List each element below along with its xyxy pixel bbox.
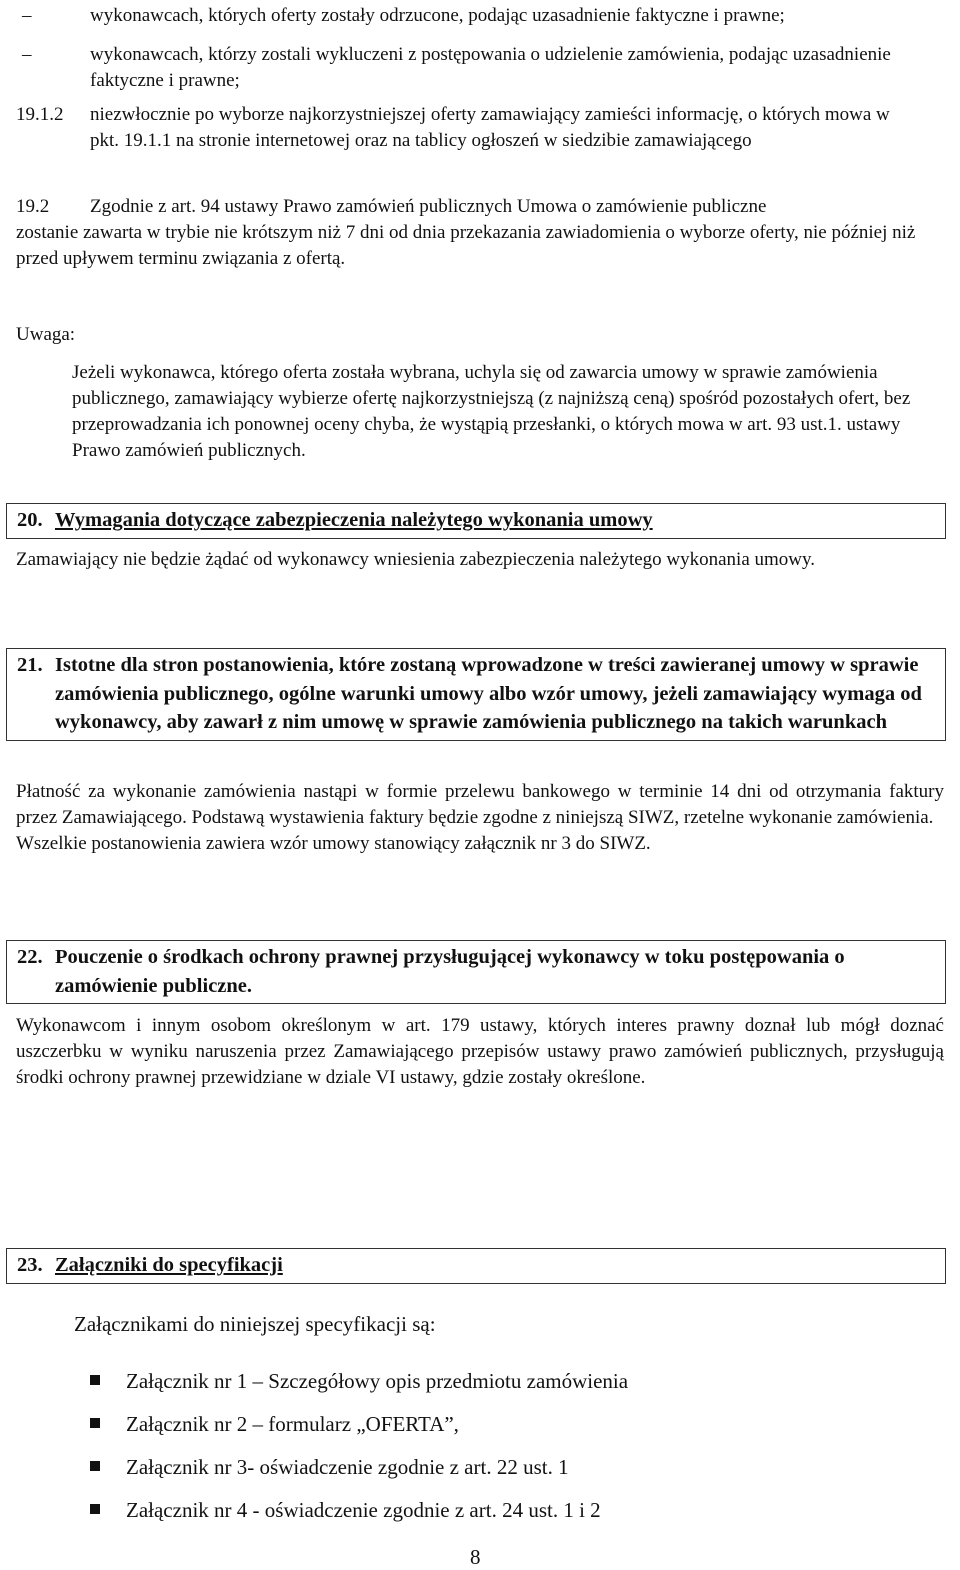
attachment-label: Załącznik nr 3- oświadczenie zgodnie z art. 22 ust. 1 <box>126 1455 569 1479</box>
section-20-heading <box>6 503 946 539</box>
note-text: Jeżeli wykonawca, którego oferta została wybrana, uchyla się od zawarcia umowy w sprawie zamówienia publicznego, zamawiający wybierze ofertę najkorzystniejszą (z najniższą ceną) spośród pozostałych ofert, bez przeprowadzania ich ponownej oceny chyba, że wystąpią przesłanki, o których mowa w art. 93 ust.1. ustawy Prawo zamówień publicznych. <box>72 362 911 461</box>
section-title: Załączniki do specyfikacji <box>55 1254 283 1276</box>
list-item <box>22 42 942 94</box>
list-item-text: wykonawcach, którzy zostali wykluczeni z postępowania o udzielenie zamówienia, podając uzasadnienie faktyczne i prawne; <box>90 44 891 91</box>
bullet-square-icon <box>90 1418 100 1428</box>
attachments-list <box>90 1368 910 1540</box>
payment-terms: Płatność za wykonanie zamówienia nastąpi w formie przelewu bankowego w terminie 14 dni od otrzymania faktury przez Zamawiającego. Podstawą wystawienia faktury będzie zgodne z niniejszą SIWZ, rzetelne wykonanie zamówienia. <box>16 781 944 828</box>
section-number: 21. <box>17 654 43 676</box>
list-marker: – <box>22 5 32 26</box>
list-item <box>22 3 942 29</box>
clause-text: niezwłocznie po wyborze najkorzystniejszej oferty zamawiający zamieści informację, o których mowa w pkt. 19.1.1 na stronie internetowej oraz na tablicy ogłoszeń w siedzibie zamawiającego <box>90 104 890 151</box>
clause-19-2 <box>16 194 936 272</box>
section-number: 22. <box>17 946 43 968</box>
note-label: Uwaga: <box>16 324 76 345</box>
clause-lead: Zgodnie z art. 94 ustawy Prawo zamówień publicznych Umowa o zamówienie publiczne <box>90 196 767 217</box>
attachment-label: Załącznik nr 1 – Szczegółowy opis przedmiotu zamówienia <box>126 1369 629 1393</box>
contract-terms: Wszelkie postanowienia zawiera wzór umowy stanowiący załącznik nr 3 do SIWZ. <box>16 833 651 854</box>
attachments-intro: Załącznikami do niniejszej specyfikacji są: <box>74 1312 436 1336</box>
section-21-body <box>16 779 944 857</box>
bullet-square-icon <box>90 1504 100 1514</box>
section-title: Wymagania dotyczące zabezpieczenia należytego wykonania umowy <box>55 509 653 531</box>
section-20-body: Zamawiający nie będzie żądać od wykonawcy wniesienia zabezpieczenia należytego wykonania umowy. <box>16 549 816 570</box>
list-marker: – <box>22 44 32 65</box>
list-item <box>90 1497 910 1540</box>
section-number: 23. <box>17 1254 43 1276</box>
section-22-body: Wykonawcom i innym osobom określonym w art. 179 ustawy, których interes prawny doznał lub mógł doznać uszczerbku w wyniku naruszenia przez Zamawiającego przepisów ustawy prawo zamówień publicznych, przysługują środki ochrony prawnej przewidziane w dziale VI ustawy, gdzie zostały określone. <box>16 1015 944 1088</box>
section-22-heading <box>6 940 946 1004</box>
clause-number: 19.1.2 <box>16 104 64 125</box>
list-item <box>90 1454 910 1497</box>
list-item <box>90 1368 910 1411</box>
list-item-text: wykonawcach, których oferty zostały odrzucone, podając uzasadnienie faktyczne i prawne; <box>90 5 785 26</box>
bullet-square-icon <box>90 1375 100 1385</box>
page-number: 8 <box>470 1545 481 1569</box>
clause-text: zostanie zawarta w trybie nie krótszym niż 7 dni od dnia przekazania zawiadomienia o wyborze oferty, nie później niż przed upływem terminu związania z ofertą. <box>16 222 916 269</box>
attachment-label: Załącznik nr 2 – formularz „OFERTA”, <box>126 1412 459 1436</box>
section-title: Pouczenie o środkach ochrony prawnej przysługującej wykonawcy w toku postępowania o zamówienie publiczne. <box>55 946 845 997</box>
section-title: Istotne dla stron postanowienia, które zostaną wprowadzone w treści zawieranej umowy w sprawie zamówienia publicznego, ogólne warunki umowy albo wzór umowy, jeżeli zamawiający wymaga od wykonawcy, aby zawarł z nim umowę w sprawie zamówienia publicznego na takich warunkach <box>55 654 922 733</box>
section-number: 20. <box>17 509 43 531</box>
clause-number: 19.2 <box>16 196 50 217</box>
clause-19-1-2 <box>16 102 916 154</box>
section-23-heading <box>6 1248 946 1284</box>
attachment-label: Załącznik nr 4 - oświadczenie zgodnie z art. 24 ust. 1 i 2 <box>126 1498 601 1522</box>
list-item <box>90 1411 910 1454</box>
section-21-heading <box>6 648 946 741</box>
bullet-square-icon <box>90 1461 100 1471</box>
